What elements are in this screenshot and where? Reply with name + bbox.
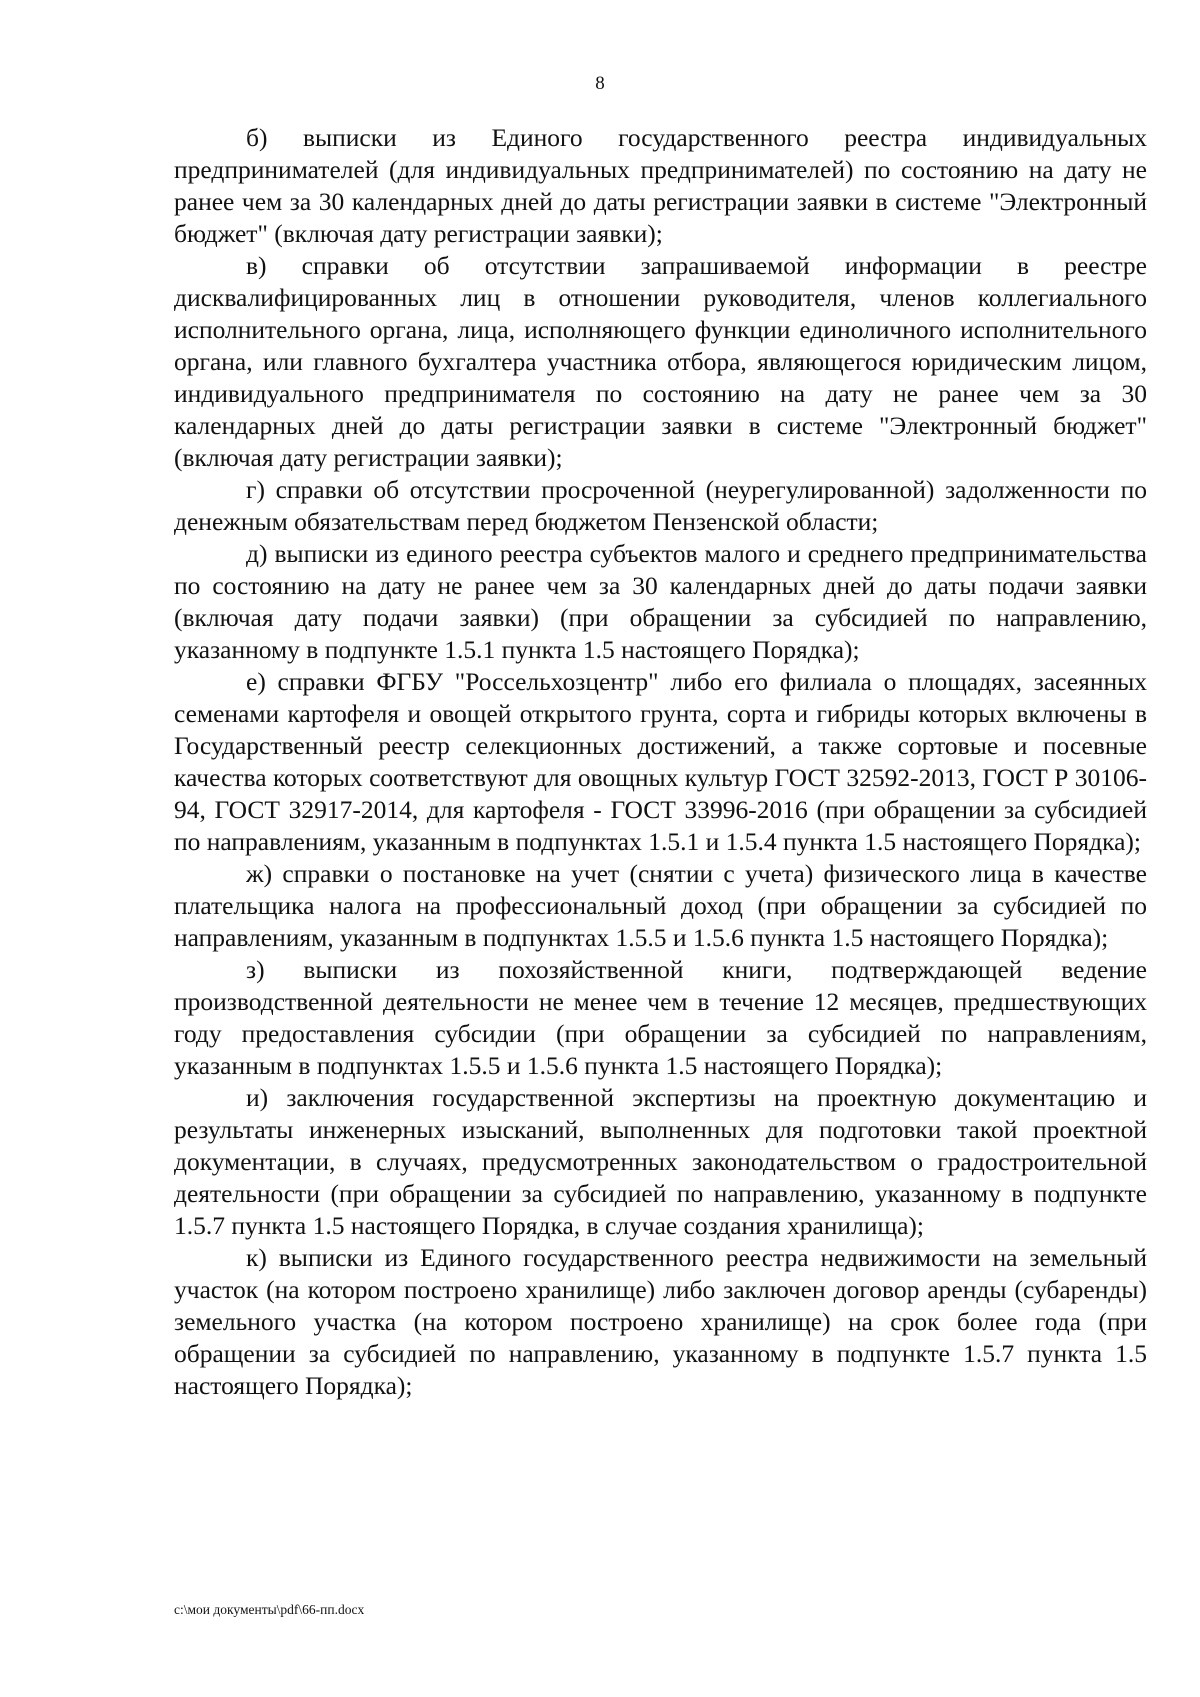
page-number: 8 bbox=[595, 73, 605, 94]
paragraph-b: б) выписки из Единого государственного реестра индивидуальных предпринимателей (для индивидуальных предпринимателей) по состоянию на дату не ранее чем за 30 календарных дней до даты регистрации заявки в системе "Электронный бюджет" (включая дату регистрации заявки); bbox=[174, 123, 1147, 248]
paragraph-i: и) заключения государственной экспертизы на проектную документацию и результаты инженерных изысканий, выполненных для подготовки такой проектной документации, в случаях, предусмотренных законодательством о градостроительной деятельности (при обращении за субсидией по направлению, указанному в подпункте 1.5.7 пункта 1.5 настоящего Порядка, в случае создания хранилища); bbox=[174, 1083, 1147, 1240]
paragraph-v: в) справки об отсутствии запрашиваемой информации в реестре дисквалифицированных лиц в отношении руководителя, членов коллегиального исполнительного органа, лица, исполняющего функции единоличного исполнительного органа, или главного бухгалтера участника отбора, являющегося юридическим лицом, индивидуального предпринимателя по состоянию на дату не ранее чем за 30 календарных дней до даты регистрации заявки в системе "Электронный бюджет" (включая дату регистрации заявки); bbox=[174, 251, 1147, 472]
document-body bbox=[174, 122, 1147, 1402]
paragraph-e: е) справки ФГБУ "Россельхозцентр" либо его филиала о площадях, засеянных семенами картофеля и овощей открытого грунта, сорта и гибриды которых включены в Государственный реестр селекционных достижений, а также сортовые и посевные качества которых соответствуют для овощных культур ГОСТ 32592-2013, ГОСТ Р 30106-94, ГОСТ 32917-2014, для картофеля - ГОСТ 33996-2016 (при обращении за субсидией по направлениям, указанным в подпунктах 1.5.1 и 1.5.4 пункта 1.5 настоящего Порядка); bbox=[174, 667, 1147, 856]
file-path-footer: c:\мои документы\pdf\66-пп.docx bbox=[174, 1602, 365, 1617]
paragraph-zh: ж) справки о постановке на учет (снятии с учета) физического лица в качестве плательщика налога на профессиональный доход (при обращении за субсидией по направлениям, указанным в подпунктах 1.5.5 и 1.5.6 пункта 1.5 настоящего Порядка); bbox=[174, 859, 1147, 952]
paragraph-k: к) выписки из Единого государственного реестра недвижимости на земельный участок (на котором построено хранилище) либо заключен договор аренды (субаренды) земельного участка (на котором построено хранилище) на срок более года (при обращении за субсидией по направлению, указанному в подпункте 1.5.7 пункта 1.5 настоящего Порядка); bbox=[174, 1243, 1147, 1400]
paragraph-g: г) справки об отсутствии просроченной (неурегулированной) задолженности по денежным обязательствам перед бюджетом Пензенской области; bbox=[174, 475, 1147, 536]
paragraph-d: д) выписки из единого реестра субъектов малого и среднего предпринимательства по состоянию на дату не ранее чем за 30 календарных дней до даты подачи заявки (включая дату подачи заявки) (при обращении за субсидией по направлению, указанному в подпункте 1.5.1 пункта 1.5 настоящего Порядка); bbox=[174, 539, 1147, 664]
paragraph-z: з) выписки из похозяйственной книги, подтверждающей ведение производственной деятельности не менее чем в течение 12 месяцев, предшествующих году предоставления субсидии (при обращении за субсидией по направлениям, указанным в подпунктах 1.5.5 и 1.5.6 пункта 1.5 настоящего Порядка); bbox=[174, 955, 1147, 1080]
